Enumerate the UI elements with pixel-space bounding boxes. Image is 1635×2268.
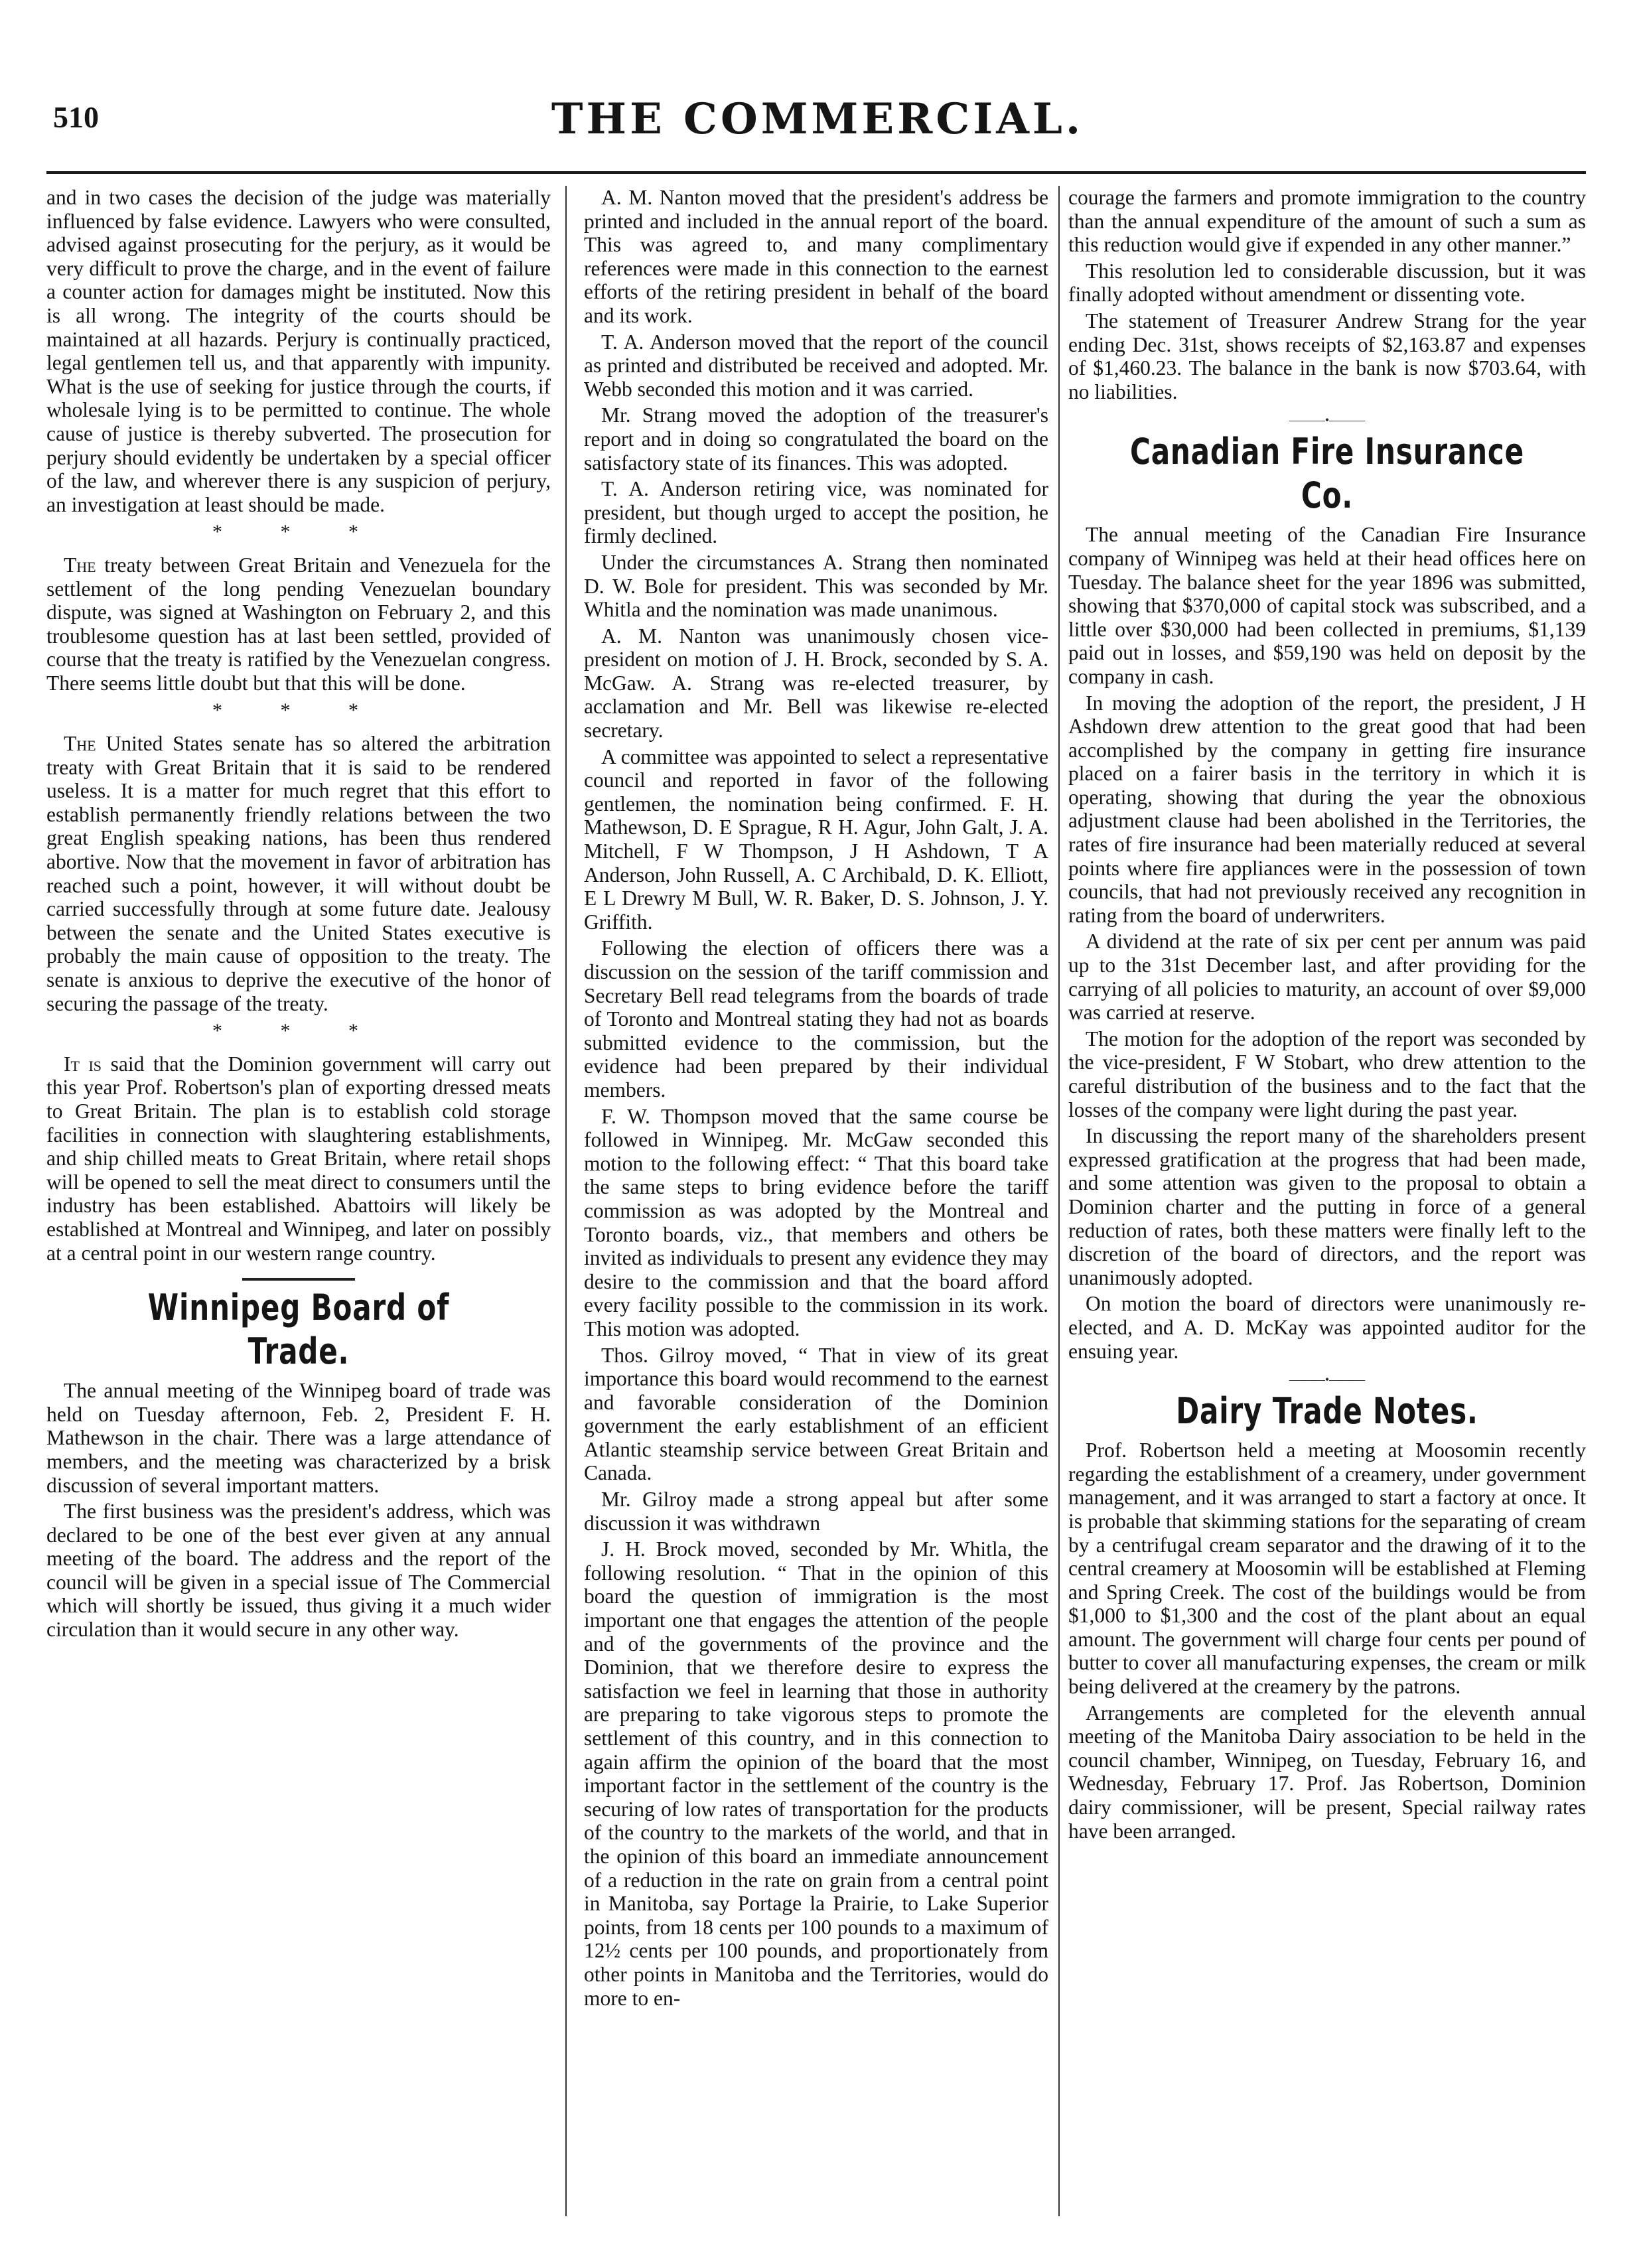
- article-paragraph: Thos. Gilroy moved, “ That in view of its great importance this board would recommend to the earnest and favorable consideration of the Dominion government the early establishment of an efficient Atlantic steamship service between Great Britain and Canada.: [584, 1343, 1048, 1485]
- article-paragraph: Following the election of officers there was a discussion on the session of the tariff commission and Secretary Bell read telegrams from the boards of trade of Toronto and Montreal stating they had not as boards submitted evidence to the commission, but the evidence had been prepared by their individual members.: [584, 936, 1048, 1101]
- masthead-title: THE COMMERCIAL.: [551, 94, 1084, 144]
- article-paragraph: T. A. Anderson retiring vice, was nominated for president, but though urged to accept the position, he firmly declined.: [584, 477, 1048, 548]
- page-number: 510: [53, 100, 99, 134]
- article-paragraph: The statement of Treasurer Andrew Strang for the year ending Dec. 31st, shows receipts of $2,163.87 and expenses of $1,460.23. The balance in the bank is now $703.64, with no liabilities.: [1068, 309, 1586, 403]
- article-paragraph: and in two cases the decision of the judge was materially influenced by false evidence. Lawyers who were consulted, advised against prosecuting for the perjury, as it would be very difficult to prove the charge, and in the event of failure a counter action for damages might be instituted. Now this is all wrong. The integrity of the courts should be maintained at all hazards. Perjury is continually practiced, legal gentlemen tell us, and that apparently with impunity. What is the use of seeking for justice through the courts, if wholesale lying is to be permitted to continue. The whole cause of justice is thereby subverted. The prosecution for perjury should evidently be undertaken by a special officer of the law, and wherever there is any suspicion of perjury, an investigation at least should be made.: [46, 186, 551, 516]
- article-paragraph: The annual meeting of the Winnipeg board of trade was held on Tuesday afternoon, Feb. 2, President F. H. Mathewson in the chair. There was a large attendance of members, and the meeting was characterized by a brisk discussion of several important matters.: [46, 1379, 551, 1497]
- article-heading: Dairy Trade Notes.: [1176, 1390, 1478, 1433]
- column-3: [1068, 186, 1586, 2203]
- article-paragraph: Prof. Robertson held a meeting at Moosomin recently regarding the establishment of a creamery, under government management, and it was arranged to start a factory at once. It is probable that skimming stations for the separating of cream by a centrifugal cream separator and the drawing of it to the central creamery at Moosomin will be established at Fleming and Spring Creek. The cost of the buildings would be from $1,000 to $1,300 and the cost of the plant about an equal amount. The government will charge four cents per pound of butter to cover all manufacturing expenses, the cream or milk being delivered at the creamery by the patrons.: [1068, 1439, 1586, 1699]
- article-paragraph: Mr. Strang moved the adoption of the treasurer's report and in doing so congratulated the board on the satisfactory state of its finances. This was adopted.: [584, 403, 1048, 474]
- article-heading: Canadian Fire Insurance Co.: [1130, 431, 1524, 517]
- article-paragraph: Under the circumstances A. Strang then nominated D. W. Bole for president. This was seconded by Mr. Whitla and the nomination was made unanimous.: [584, 550, 1048, 622]
- article-paragraph: On motion the board of directors were unanimously re-elected, and A. D. McKay was appointed auditor for the ensuing year.: [1068, 1292, 1586, 1363]
- article-paragraph: In discussing the report many of the shareholders present expressed gratification at the progress that had been made, and some attention was given to the proposal to obtain a Dominion charter and the putting in force of a general reduction of rates, both these matters were finally left to the discretion of the board of directors, and the report was unanimously adopted.: [1068, 1124, 1586, 1289]
- section-stars: * * *: [212, 521, 385, 543]
- article-paragraph: The United States senate has so altered the arbitration treaty with Great Britain that it is said to be rendered useless. It is a matter for much regret that this effort to establish permanently friendly relations between the two great English speaking nations, has been thus rendered abortive. Now that the movement in favor of arbitration has reached such a point, however, it will without doubt be carried successfully through at some future date. Jealousy between the senate and the United States executive is probably the main cause of opposition to the treaty. The senate is anxious to deprive the executive of the honor of securing the passage of the treaty.: [46, 732, 551, 1015]
- article-paragraph: A dividend at the rate of six per cent per annum was paid up to the 31st December last, and after providing for the carrying of all policies to maturity, an account of over $9,000 was carried at reserve.: [1068, 930, 1586, 1025]
- column-divider: [1058, 186, 1060, 2216]
- column-divider: [565, 186, 567, 2216]
- article-paragraph: J. H. Brock moved, seconded by Mr. Whitla, the following resolution. “ That in the opinion of this board the question of immigration is the most important one that engages the attention of the people and of the governments of the province and the Dominion, that we therefore desire to express the satisfaction we feel in learning that those in authority are preparing to take vigorous steps to promote the settlement of this country, and in this connection to again affirm the opinion of the board that the most important factor in the settlement of the country is the securing of low rates of transportation for the products of the country to the markets of the world, and that in the opinion of this board an immediate announcement of a reduction in the rate on grain from a central point in Manitoba, say Portage la Prairie, to Lake Superior points, from 18 cents per 100 pounds to a maximum of 12½ cents per 100 pounds, and proportionately from other points in Manitoba and the Territories, would do more to en-: [584, 1537, 1048, 2010]
- article-paragraph: A committee was appointed to select a representative council and reported in favor of the following gentlemen, the nomination being confirmed. F. H. Mathewson, D. E Sprague, R H. Agur, John Galt, J. A. Mitchell, F W Thompson, J H Ashdown, T A Anderson, John Russell, A. C Archibald, D. K. Elliott, E L Drewry M Bull, W. R. Baker, D. S. Johnson, J. Y. Griffith.: [584, 744, 1048, 934]
- column-2: [584, 186, 1048, 2203]
- article-paragraph: In moving the adoption of the report, the president, J H Ashdown drew attention to the great good that had been accomplished by the company in getting fire insurance placed on a fairer basis in the territory in which it is operating, showing that during the year the obnoxious adjustment clause had been abolished in the Territories, the rates of fire insurance had been materially reduced at several points where fire appliances were in the possession of town councils, that had not previously received any recognition in rating from the board of underwriters.: [1068, 691, 1586, 927]
- page-header: [0, 94, 1635, 159]
- article-paragraph: Arrangements are completed for the eleventh annual meeting of the Manitoba Dairy association to be held in the council chamber, Winnipeg, on Tuesday, February 16, and Wednesday, February 17. Prof. Jas Robertson, Dominion dairy commissioner, will be present, Special railway rates have been arranged.: [1068, 1701, 1586, 1843]
- article-paragraph: The annual meeting of the Canadian Fire Insurance company of Winnipeg was held at their head offices here on Tuesday. The balance sheet for the year 1896 was submitted, showing that $370,000 of capital stock was subscribed, and a little over $30,000 had been collected in premiums, $1,139 paid out in losses, and $59,190 was held on deposit by the company in cash.: [1068, 523, 1586, 688]
- article-paragraph: The treaty between Great Britain and Venezuela for the settlement of the long pending Venezuelan boundary dispute, was signed at Washington on February 2, and this troublesome question has at last been settled, provided of course that the treaty is ratified by the Venezuelan congress. There seems little doubt but that this will be done.: [46, 553, 551, 695]
- article-paragraph: This resolution led to considerable discussion, but it was finally adopted without amendment or dissenting vote.: [1068, 259, 1586, 307]
- lead-word: The: [64, 732, 96, 756]
- section-ornament: ———•———: [1289, 413, 1366, 427]
- article-paragraph: The first business was the president's address, which was declared to be one of the best ever given at any annual meeting of the board. The address and the report of the council will be given in a special issue of The Commercial which will shortly be issued, thus giving it a much wider circulation than it would secure in any other way.: [46, 1500, 551, 1642]
- article-paragraph: F. W. Thompson moved that the same course be followed in Winnipeg. Mr. McGaw seconded this motion to the following effect: “ That this board take the same steps to bring evidence before the tariff commission as was adopted by the Montreal and Toronto boards, viz., that members and others be invited as individuals to present any evidence they may desire to the commission and that the board afford every facility possible to the commission in its work. This motion was adopted.: [584, 1104, 1048, 1340]
- header-rule: [46, 171, 1586, 174]
- article-paragraph: A. M. Nanton was unanimously chosen vice-president on motion of J. H. Brock, seconded by S. A. McGaw. A. Strang was re-elected treasurer, by acclamation and Mr. Bell was likewise re-elected secretary.: [584, 624, 1048, 743]
- column-1: [46, 186, 551, 2203]
- section-ornament: ———•———: [1289, 1373, 1366, 1387]
- article-paragraph: Mr. Gilroy made a strong appeal but after some discussion it was withdrawn: [584, 1488, 1048, 1535]
- lead-word: The: [64, 553, 96, 577]
- article-paragraph: T. A. Anderson moved that the report of the council as printed and distributed be received and adopted. Mr. Webb seconded this motion and it was carried.: [584, 330, 1048, 401]
- article-heading: Winnipeg Board of Trade.: [147, 1287, 450, 1373]
- article-paragraph: A. M. Nanton moved that the president's address be printed and included in the annual report of the board. This was agreed to, and many complimentary references were made in this connection to the earnest efforts of the retiring president in behalf of the board and its work.: [584, 186, 1048, 327]
- section-stars: * * *: [212, 699, 385, 722]
- section-rule: [242, 1278, 355, 1281]
- article-paragraph: It is said that the Dominion government will carry out this year Prof. Robertson's plan of exporting dressed meats to Great Britain. The plan is to establish cold storage facilities in connection with slaughtering establishments, and ship chilled meats to Great Britain, where retail shops will be opened to sell the meat direct to consumers until the industry has been established. Abattoirs will likely be established at Montreal and Winnipeg, and later on possibly at a central point in our western range country.: [46, 1052, 551, 1265]
- section-stars: * * *: [212, 1020, 385, 1042]
- article-paragraph: courage the farmers and promote immigration to the country than the annual expenditure of the amount of such a sum as this reduction would give if expended in any other manner.”: [1068, 186, 1586, 257]
- article-paragraph: The motion for the adoption of the report was seconded by the vice-president, F W Stobart, who drew attention to the careful distribution of the business and to the fact that the losses of the company were light during the past year.: [1068, 1027, 1586, 1121]
- lead-word: It is: [64, 1052, 102, 1076]
